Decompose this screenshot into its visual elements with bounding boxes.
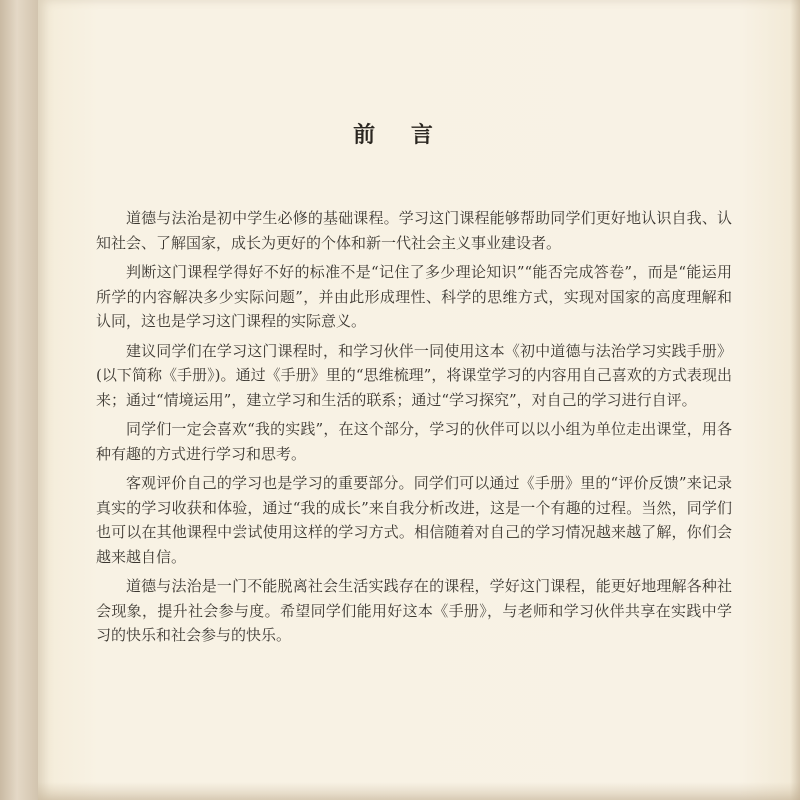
paragraph-5: 客观评价自己的学习也是学习的重要部分。同学们可以通过《手册》里的“评价反馈”来记录真实的学习收获和体验，通过“我的成长”来自我分析改进，这是一个有趣的过程。当然，同学们也可以在其他课程中尝试使用这样的学习方式。相信随着对自己的学习情况越来越了解，你们会越来越自信。 [96,474,732,566]
paragraph-6: 道德与法治是一门不能脱离社会生活实践存在的课程，学好这门课程，能更好地理解各种社会现象，提升社会参与度。希望同学们能用好这本《手册》，与老师和学习伙伴共享在实践中学习的快乐和社会参与的快乐。 [96,577,732,644]
paragraph-2: 判断这门课程学得好不好的标准不是“记住了多少理论知识”“能否完成答卷”，而是“能运用所学的内容解决多少实际问题”，并由此形成理性、科学的思维方式，实现对国家的高度理解和认同，这也是学习这门课程的实际意义。 [96,263,732,330]
paragraph-1: 道德与法治是初中学生必修的基础课程。学习这门课程能够帮助同学们更好地认识自我、认知社会、了解国家，成长为更好的个体和新一代社会主义事业建设者。 [96,209,732,252]
paragraph-3: 建议同学们在学习这门课程时，和学习伙伴一同使用这本《初中道德与法治学习实践手册》(以下简称《手册》)。通过《手册》里的“思维梳理”，将课堂学习的内容用自己喜欢的方式表现出来；通过“情境运用”，建立学习和生活的联系；通过“学习探究”，对自己的学习进行自评。 [96,341,732,409]
paragraph-4: 同学们一定会喜欢“我的实践”，在这个部分，学习的伙伴可以以小组为单位走出课堂，用各种有趣的方式进行学习和思考。 [96,420,732,463]
page-bottom-shadow [38,782,800,800]
page-title: 前 言 [353,123,447,148]
preface-body [96,206,732,653]
